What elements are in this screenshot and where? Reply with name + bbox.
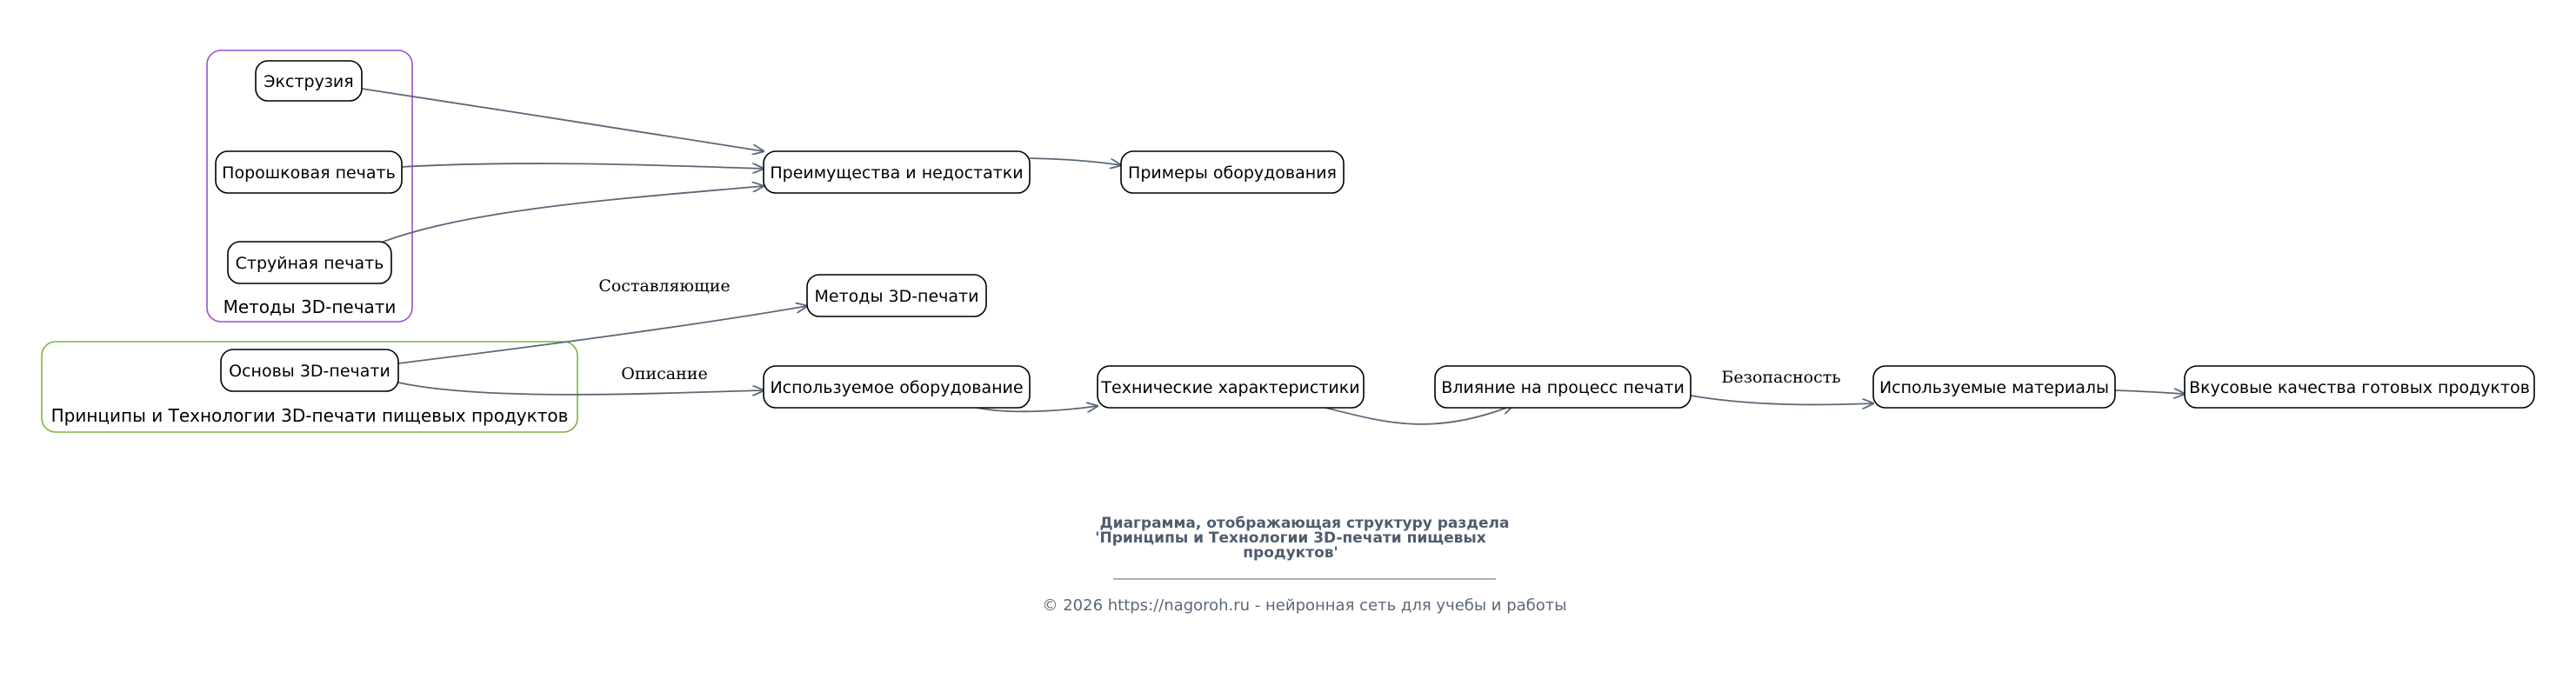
node-equipment-examples-label: Примеры оборудования [1128,163,1337,183]
node-jet-label: Струйная печать [235,254,384,273]
node-used-materials-label: Используемые материалы [1879,378,2110,397]
edge-jet-pros-cons [381,186,764,243]
edge-powder-pros-cons [402,163,764,169]
edge-label-description: Описание [621,364,708,383]
caption-line-2: 'Принципы и Технологии 3D-печати пищевых [1095,529,1486,547]
node-influence[interactable] [1435,366,1691,408]
node-tech-specs[interactable] [1098,366,1364,408]
node-equipment-examples[interactable] [1121,151,1344,193]
caption-line-3: продуктов' [1243,544,1338,562]
caption-line-1: Диаграмма, отображающая структуру раздела [1099,515,1510,532]
node-basics-label: Основы 3D-печати [229,362,390,381]
cluster-methods-label: Методы 3D-печати [223,296,397,317]
edge-label-components: Составляющие [598,276,731,296]
edge-label-safety: Безопасность [1721,368,1841,387]
node-methods-3d-label: Методы 3D-печати [814,287,979,306]
edge-influence-used-materials [1691,396,1873,404]
node-jet[interactable] [228,242,391,283]
node-used-equipment-label: Используемое оборудование [770,378,1024,397]
cluster-principles-label: Принципы и Технологии 3D-печати пищевых продуктов [50,405,569,426]
node-powder[interactable] [216,151,402,193]
node-methods-3d[interactable] [807,275,986,316]
node-pros-cons-label: Преимущества и недостатки [770,163,1024,183]
edge-used-materials-taste [2115,390,2185,394]
node-used-equipment[interactable] [764,366,1030,408]
edge-extrusion-pros-cons [362,89,764,151]
edge-basics-methods [398,306,807,363]
caption [1095,515,1509,579]
footer-copyright[interactable]: © 2026 https://nagoroh.ru - нейронная сеть для учебы и работы [1042,596,1567,615]
node-influence-label: Влияние на процесс печати [1441,378,1685,397]
node-taste[interactable] [2185,366,2534,408]
node-tech-specs-label: Технические характеристики [1101,378,1360,397]
edge-pros-cons-equipment-examples [1030,158,1121,165]
node-extrusion-label: Экструзия [264,72,354,91]
node-basics[interactable] [221,349,398,391]
node-powder-label: Порошковая печать [222,163,396,183]
edge-basics-used-equipment [398,383,764,395]
node-taste-label: Вкусовые качества готовых продуктов [2189,378,2530,397]
node-extrusion[interactable] [256,61,362,101]
node-used-materials[interactable] [1873,366,2115,408]
node-pros-cons[interactable] [764,151,1030,193]
